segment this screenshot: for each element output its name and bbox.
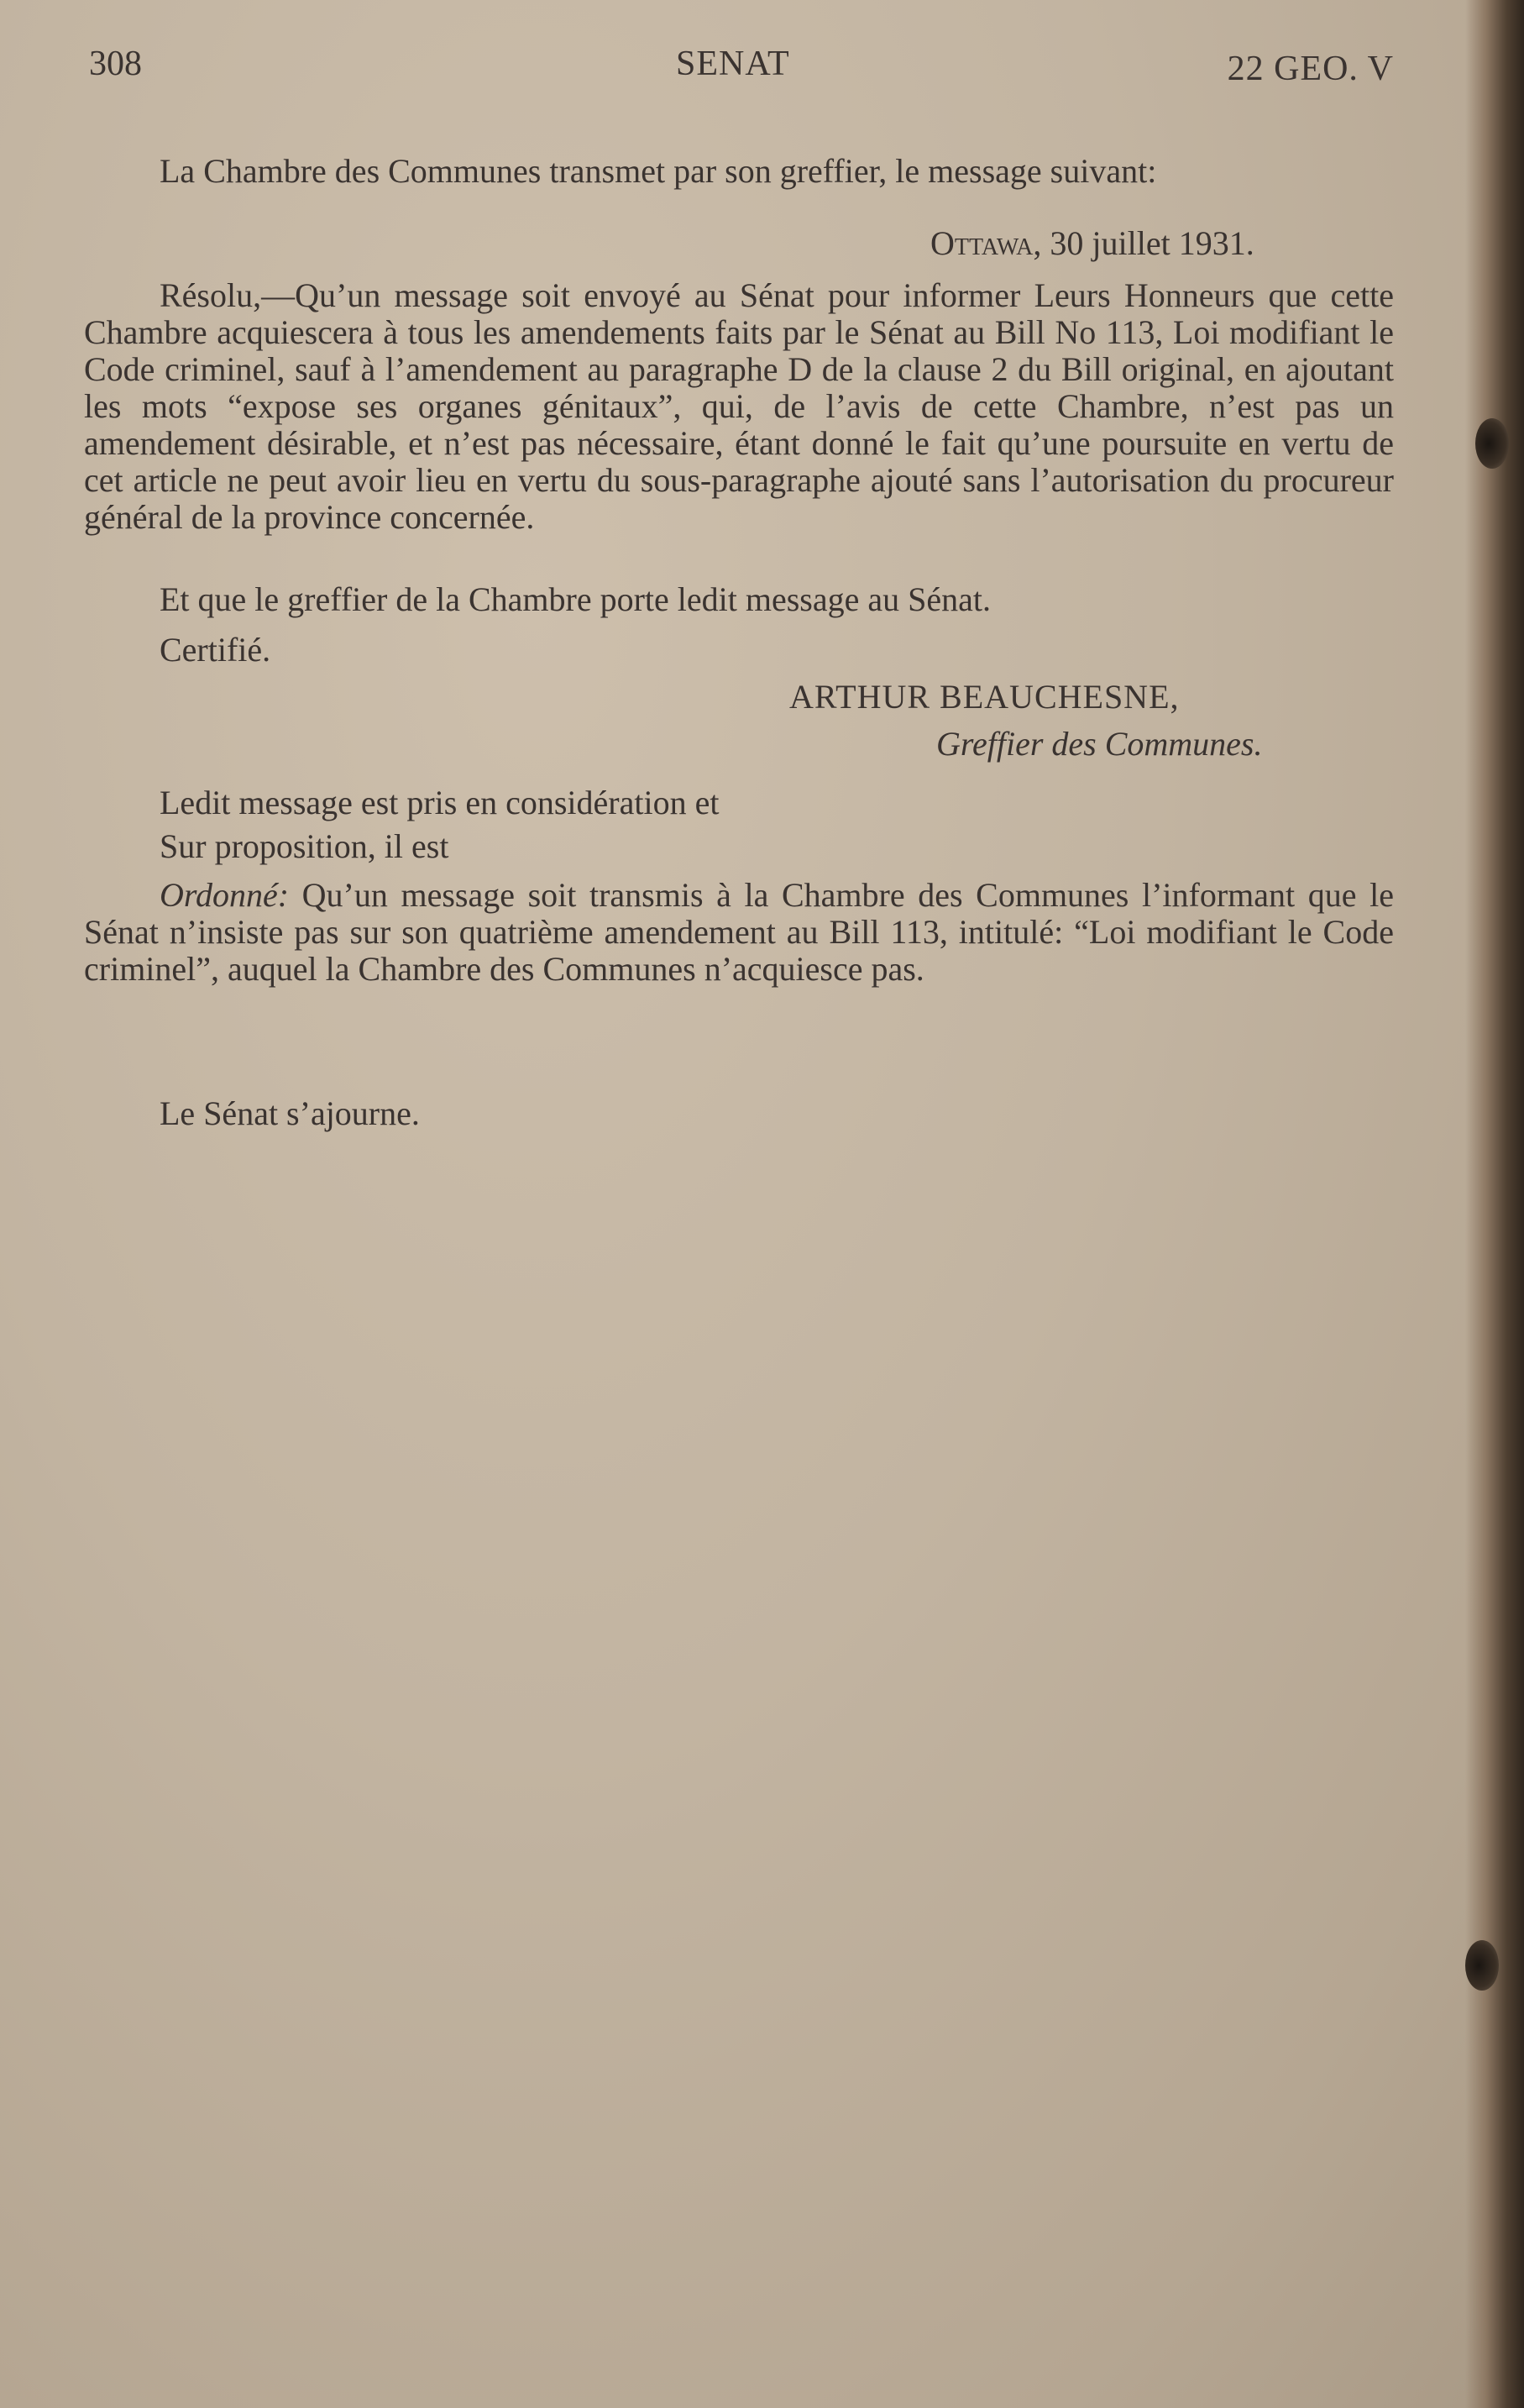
binding-hole-bottom — [1465, 1940, 1499, 1991]
session-label: 22 GEO. V — [1227, 50, 1394, 88]
ordered-label: Ordonné: — [160, 876, 290, 914]
dateline — [930, 223, 1254, 263]
clerk-instruction: Et que le greffier de la Chambre porte ledit message au Sénat. — [160, 580, 991, 618]
signatory-title: Greffier des Communes. — [936, 725, 1263, 763]
dateline-city: Ottawa, — [930, 224, 1042, 262]
ordered-paragraph — [84, 877, 1394, 988]
page-header — [84, 44, 1394, 94]
intro-paragraph: La Chambre des Communes transmet par son greffier, le message suivant: — [160, 152, 1157, 190]
running-title: SENAT — [676, 45, 790, 83]
resolution-paragraph: Résolu,—Qu’un message soit envoyé au Sénat pour informer Leurs Honneurs que cette Chambre acquiescera à tous les amendements faits par le Sénat au Bill No 113, Loi modifiant le Code criminel, sauf à l’amendement au paragraphe D de la clause 2 du Bill original, en ajoutant les mots “expose ses organes génitaux”, qui, de l’avis de cette Chambre, n’est pas un amendement désirable, et n’est pas nécessaire, étant donné le fait qu’une poursuite en vertu de cet article ne peut avoir lieu en vertu du sous-paragraphe ajouté sans l’autorisation du procureur général de la province concernée. — [84, 276, 1394, 536]
book-spine-shadow — [1465, 0, 1524, 2408]
certified-line: Certifié. — [160, 631, 271, 669]
dateline-date: 30 juillet 1931. — [1050, 224, 1254, 262]
page-number: 308 — [89, 45, 142, 83]
adjournment-line: Le Sénat s’ajourne. — [160, 1094, 420, 1132]
proposition-line: Sur proposition, il est — [160, 827, 449, 865]
signatory-name: ARTHUR BEAUCHESNE, — [789, 678, 1180, 716]
consideration-line: Ledit message est pris en considération et — [160, 784, 720, 821]
binding-hole-top — [1475, 418, 1509, 469]
ordered-text: Qu’un message soit transmis à la Chambre des Communes l’informant que le Sénat n’insiste pas sur son quatrième amendement au Bill 113, intitulé: “Loi modifiant le Code criminel”, auquel la Chambre des Communes n’acquiesce pas. — [84, 876, 1394, 988]
